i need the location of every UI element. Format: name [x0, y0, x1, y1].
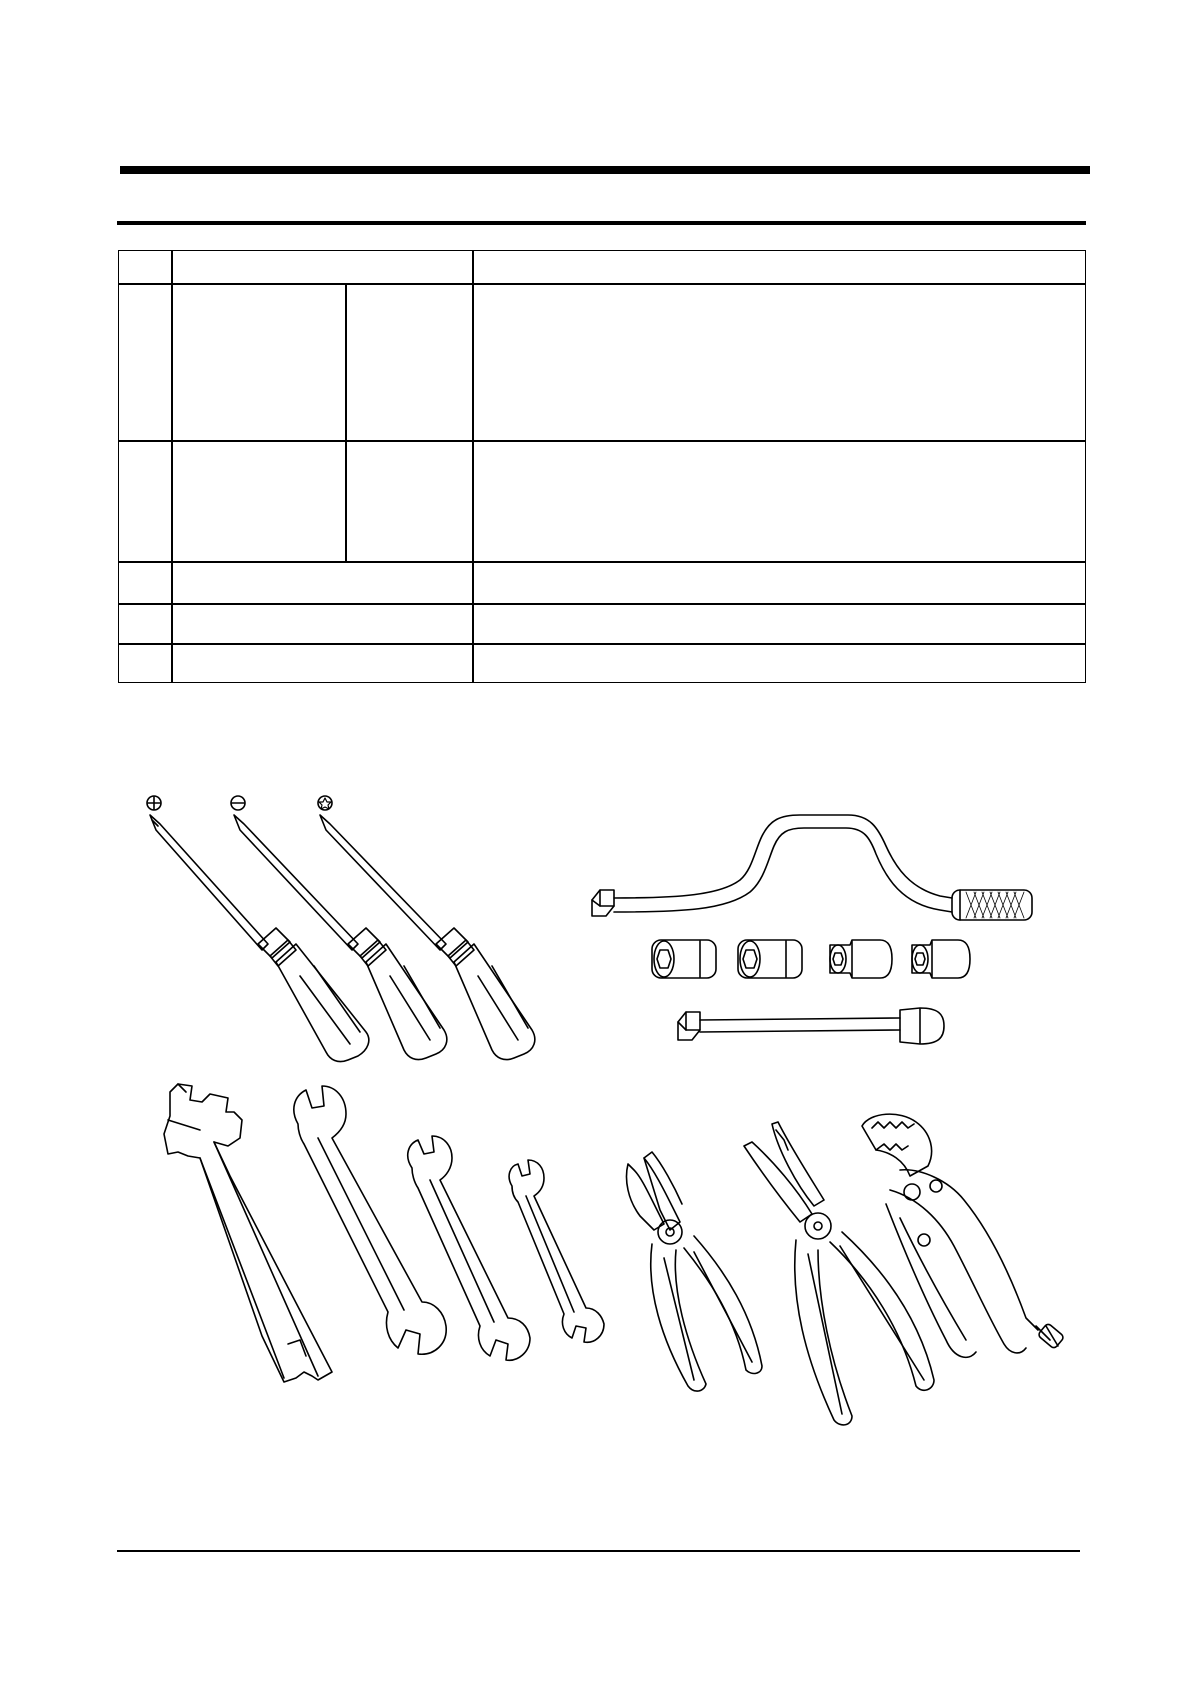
socket-icon: [912, 940, 970, 978]
open-end-wrench-icon: [408, 1136, 530, 1360]
socket-icon: [830, 940, 892, 978]
open-end-wrench-icon: [294, 1086, 446, 1354]
extension-bar-icon: [678, 1008, 944, 1044]
phillips-screwdriver-icon: [147, 796, 369, 1062]
socket-icon: [652, 940, 716, 978]
flat-screwdriver-icon: [231, 796, 447, 1060]
locking-pliers-icon: [862, 1114, 1065, 1357]
diagonal-cutter-icon: [627, 1152, 763, 1391]
hex-key-tool-icon: [164, 1084, 332, 1382]
socket-icon: [738, 940, 802, 978]
footer-rule: [117, 1550, 1080, 1552]
torx-screwdriver-icon: [318, 796, 535, 1060]
open-end-wrench-icon: [509, 1160, 604, 1342]
speed-wrench-icon: [592, 815, 1032, 920]
